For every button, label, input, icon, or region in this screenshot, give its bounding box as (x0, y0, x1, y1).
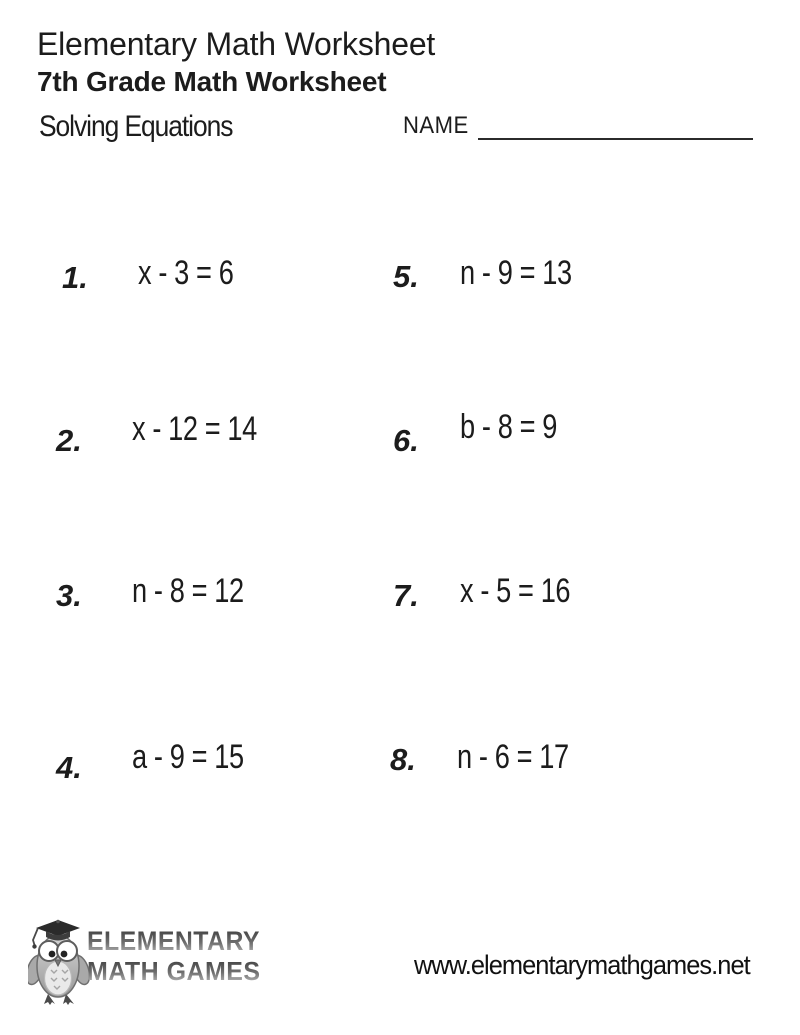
problem-8 (390, 738, 597, 777)
problem-number: 3. (56, 578, 82, 613)
website-url: www.elementarymathgames.net (414, 950, 750, 980)
owl-mascot-icon (28, 918, 92, 1012)
problem-number: 2. (56, 423, 82, 458)
problem-equation: n - 6 = 17 (457, 738, 569, 776)
problem-2 (56, 410, 288, 458)
worksheet-subtitle: 7th Grade Math Worksheet (37, 66, 387, 97)
worksheet-title: Elementary Math Worksheet (37, 26, 436, 62)
problem-number: 7. (393, 578, 419, 613)
problem-equation: x - 12 = 14 (132, 410, 257, 448)
footer-logo (87, 928, 275, 984)
name-blank-line (478, 138, 753, 140)
problem-equation: x - 5 = 16 (460, 572, 571, 610)
problem-1 (62, 254, 257, 293)
logo-text-line2: MATH GAMES (87, 958, 267, 984)
problem-equation: x - 3 = 6 (138, 254, 234, 292)
problem-4 (56, 738, 272, 785)
problem-7 (393, 572, 598, 611)
problem-equation: b - 8 = 9 (460, 408, 557, 446)
problem-number: 6. (393, 423, 419, 458)
problem-number: 4. (56, 750, 82, 785)
problem-6 (393, 408, 581, 458)
section-title: Solving Equations (39, 110, 233, 143)
logo-text-line1: ELEMENTARY (87, 926, 260, 956)
name-label: NAME (403, 112, 469, 139)
problem-number: 8. (390, 742, 416, 777)
problem-equation: n - 8 = 12 (132, 572, 244, 610)
problem-3 (56, 572, 272, 611)
problem-equation: a - 9 = 15 (132, 738, 244, 776)
problem-number: 5. (393, 259, 419, 294)
problem-5 (393, 254, 600, 293)
problem-equation: n - 9 = 13 (460, 254, 572, 292)
problem-number: 1. (62, 260, 88, 295)
